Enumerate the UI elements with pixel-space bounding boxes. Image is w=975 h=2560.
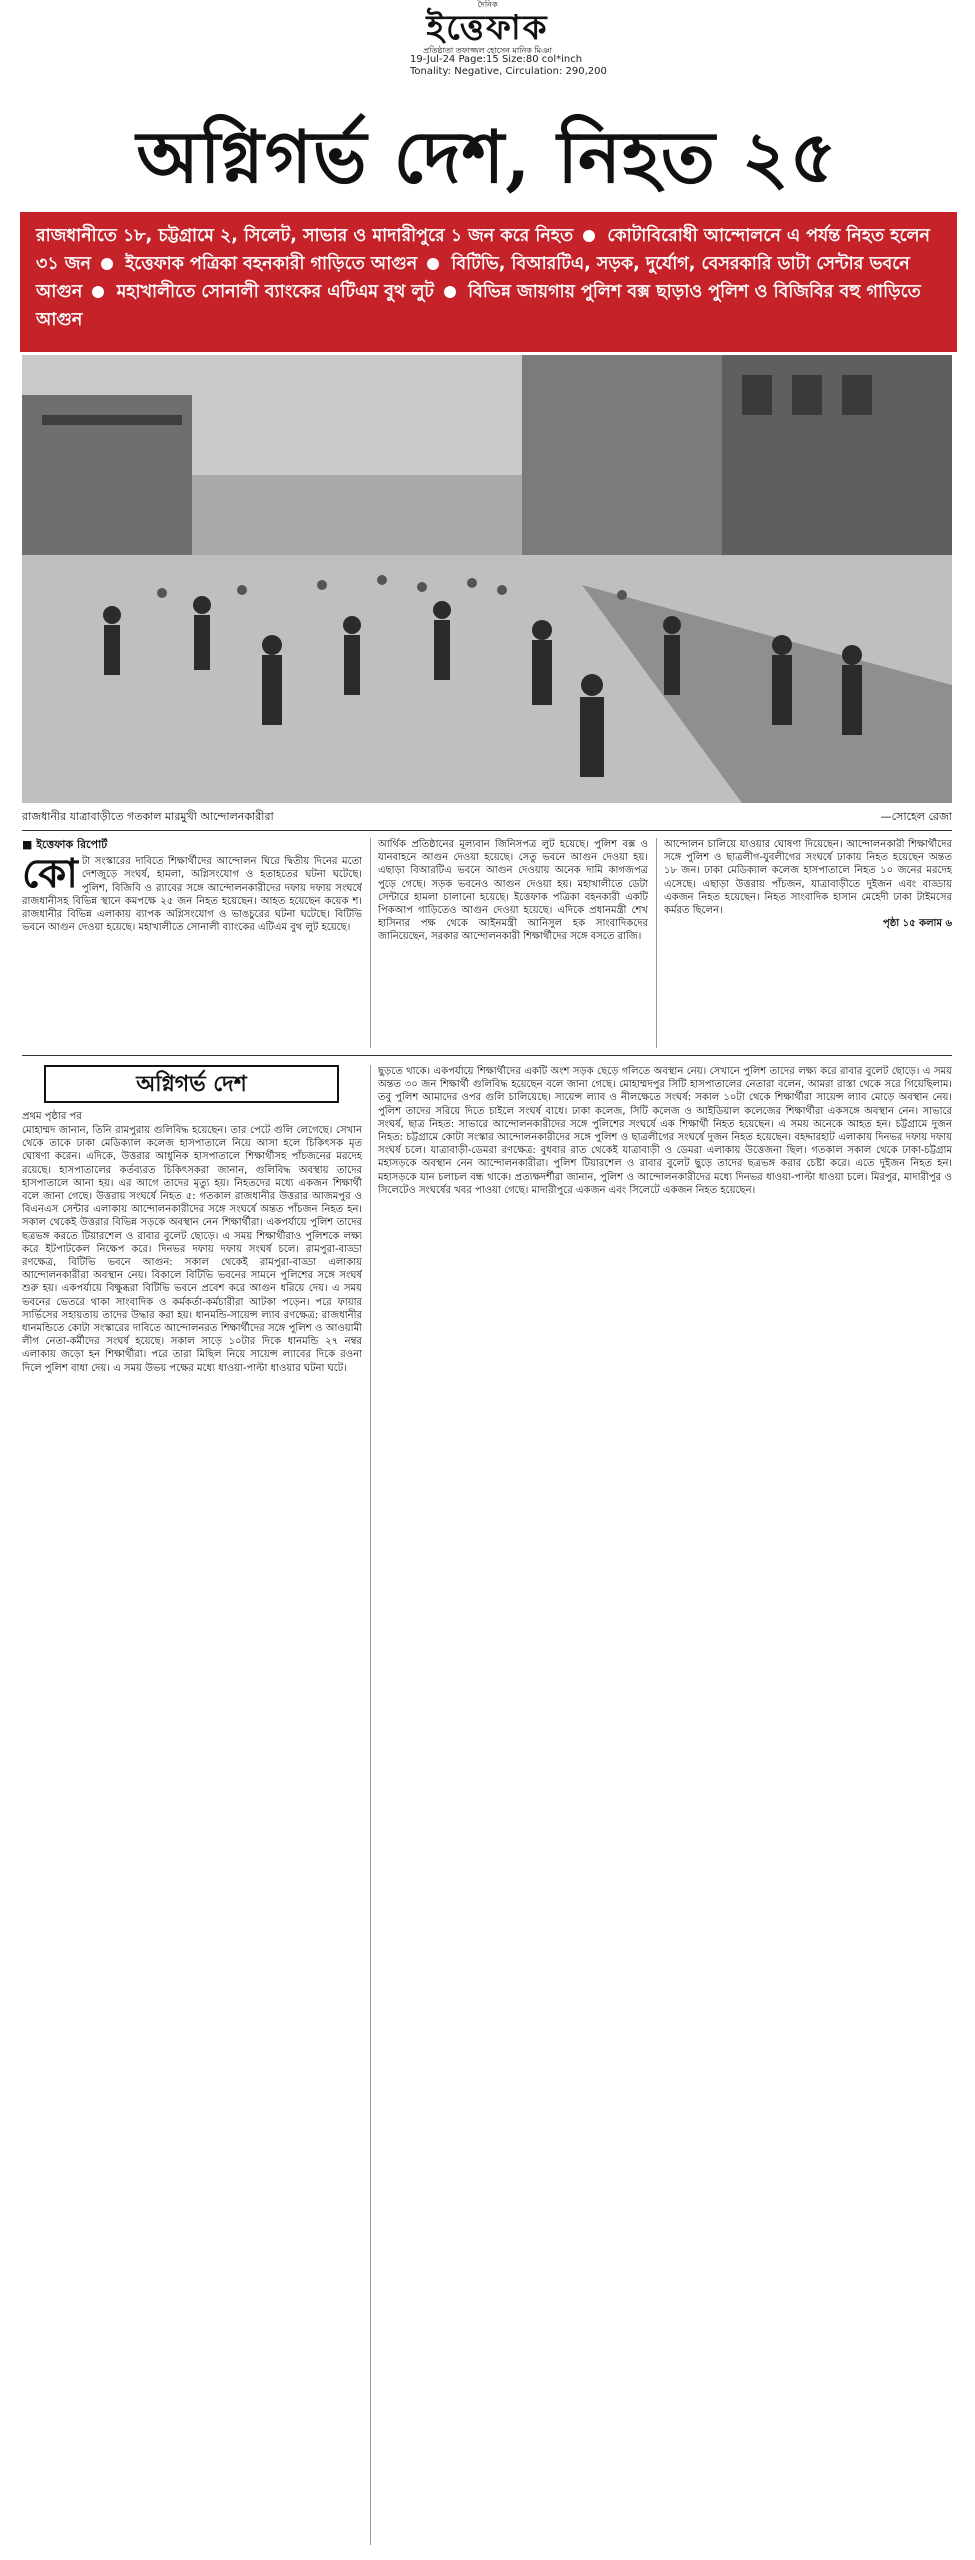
column-rule xyxy=(370,1065,371,2545)
continued-from: প্রথম পৃষ্ঠার পর xyxy=(22,1111,82,1122)
newspaper-logo: ইত্তেফাক xyxy=(426,8,549,48)
bullet-icon xyxy=(101,258,113,270)
divider xyxy=(22,1055,952,1056)
column-rule xyxy=(370,838,371,1048)
protest-street-image xyxy=(22,355,952,803)
highlight-5: মহাখালীতে সোনালী ব্যাংকের এটিএম বুথ লুট xyxy=(116,282,434,302)
clip-meta-line1: 19-Jul-24 Page:15 Size:80 col*inch xyxy=(410,54,583,65)
drop-cap: কো xyxy=(22,850,78,898)
lead-text-3: আন্দোলন চালিয়ে যাওয়ার ঘোষণা দিয়েছেন। আন্দোলনকারী শিক্ষার্থীদের সঙ্গে পুলিশ ও ছাত্রলীগ-যুবলীগের সংঘর্ষে ঢাকায় নিহত হয়েছেন অন্তত ১৮ জন। ঢাকা মেডিক্যাল কলেজ হাসপাতালে নিহত ১০ জনের মরদেহ এসেছে। এছাড়া উত্তরায় পাঁচজন, যাত্রাবাড়ীতে দুইজন এবং বাড্ডায় একজন নিহত হয়েছেন। নিহত সাংবাদিক হাসান মেহেদী ঢাকা টাইমসের কর্মরত ছিলেন। xyxy=(664,839,952,917)
continuation-text-1: মোহাম্মদ জানান, তিনি রামপুরায় গুলিবিদ্ধ হয়েছেন। তার পেটে গুলি লেগেছে। সেখান থেকে তাকে ঢাকা মেডিক্যাল কলেজ হাসপাতালে নিয়ে আসা হলে চিকিৎসক মৃত ঘোষণা করেন। এদিকে, উত্তরার আধুনিক হাসপাতালে শিক্ষার্থীসহ পাঁচজনের মরদেহ রয়েছে। হাসপাতালের কর্তব্যরত চিকিৎসকরা জানান, গুলিবিদ্ধ অবস্থায় তাদের হাসপাতালে আনা হয়। এর আগে তাদের মৃত্যু হয়। নিহতদের মধ্যে একজন শিক্ষার্থী বলে জানা গেছে। উত্তরায় সংঘর্ষে নিহত ৫: গতকাল রাজধানীর উত্তরার আজমপুর ও বিএনএস সেন্টার এলাকায় আন্দোলনকারীদের সঙ্গে সংঘর্ষে অন্তত পাঁচজন নিহত হন। সকাল থেকেই উত্তরার বিভিন্ন সড়কে অবস্থান নেন শিক্ষার্থীরা। একপর্যায়ে পুলিশ তাদের ছত্রভঙ্গ করতে টিয়ারশেল ও রাবার বুলেট ছোড়ে। এ সময় শিক্ষার্থীরাও পুলিশকে লক্ষ্য করে ইটপাটকেল নিক্ষেপ করে। দিনভর দফায় দফায় সংঘর্ষ চলে। রামপুরা-বাড্ডা রণক্ষেত্র, বিটিভি ভবনে আগুন: সকাল থেকেই রামপুরা-বাড্ডা এলাকায় আন্দোলনকারীরা অবস্থান নেয়। বিকালে বিটিভি ভবনের সামনে পুলিশের সঙ্গে সংঘর্ষ শুরু হয়। একপর্যায়ে বিক্ষুব্ধরা বিটিভি ভবনে প্রবেশ করে আগুন ধরিয়ে দেয়। এ সময় ভবনের ভেতরে থাকা সাংবাদিক ও কর্মকর্তা-কর্মচারীরা আটকা পড়েন। পরে ফায়ার সার্ভিসের সহায়তায় তাদের উদ্ধার করা হয়। ধানমন্ডি-সায়েন্স ল্যাব রণক্ষেত্র: রাজধানীর ধানমন্ডিতে কোটা সংস্কারের দাবিতে আন্দোলনরত শিক্ষার্থীদের সঙ্গে পুলিশ ও আওয়ামী লীগ নেতা-কর্মীদের সংঘর্ষ হয়েছে। সকাল সাড়ে ১০টার দিকে ধানমন্ডি ২৭ নম্বর এলাকায় জড়ো হন শিক্ষার্থীরা। পরে তারা মিছিল নিয়ে সায়েন্স ল্যাবের দিকে রওনা দিলে পুলিশ বাধা দেয়। এ সময় উভয় পক্ষের মধ্যে ধাওয়া-পাল্টা ধাওয়ার ঘটনা ঘটে। xyxy=(22,1125,362,1374)
masthead-prefix: দৈনিক xyxy=(477,0,498,9)
continuation-column-2 xyxy=(378,1065,952,2545)
divider xyxy=(22,830,952,831)
highlight-1: রাজধানীতে ১৮, চট্টগ্রামে ২, সিলেট, সাভার ও মাদারীপুরে ১ জন করে নিহত xyxy=(36,226,574,246)
main-headline: অগ্নিগর্ভ দেশ, নিহত ২৫ xyxy=(136,114,838,199)
photo-caption-row xyxy=(22,810,952,824)
highlight-4: বিটিভি, বিআরটিএ, সড়ক, দুর্যোগ, বেসরকারি ডাটা সেন্টার ভবনে আগুন xyxy=(36,254,910,302)
bullet-icon xyxy=(444,286,456,298)
highlight-6: বিভিন্ন জায়গায় পুলিশ বক্স ছাড়াও পুলিশ ও বিজিবির বহু গাড়িতে আগুন xyxy=(36,282,921,330)
lead-column-1 xyxy=(22,838,362,1050)
byline: ■ ইত্তেফাক রিপোর্ট xyxy=(22,838,108,851)
clip-meta-line2: Tonality: Negative, Circulation: 290,200 xyxy=(410,66,607,77)
photo-caption: রাজধানীর যাত্রাবাড়ীতে গতকাল মারমুখী আন্দোলনকারীরা xyxy=(22,810,274,823)
highlight-3: ইত্তেফাক পত্রিকা বহনকারী গাড়িতে আগুন xyxy=(125,254,418,274)
bullet-icon xyxy=(92,286,104,298)
highlight-2: কোটাবিরোধী আন্দোলনে এ পর্যন্ত নিহত হলেন ৩১ জন xyxy=(36,226,930,274)
lead-text-1: টা সংস্কারের দাবিতে শিক্ষার্থীদের আন্দোলন ঘিরে দ্বিতীয় দিনের মতো দেশজুড়ে সংঘর্ষ, হামলা, অগ্নিসংযোগ ও হতাহতের ঘটনা ঘটেছে। পুলিশ, বিজিবি ও র‍্যাবের সঙ্গে আন্দোলনকারীদের দফায় দফায় সংঘর্ষে রাজধানীসহ বিভিন্ন স্থানে কমপক্ষে ২৫ জন নিহত হয়েছেন। আহত হয়েছেন কয়েক শ। রাজধানীর বিভিন্ন এলাকায় ব্যাপক অগ্নিসংযোগ ও ভাঙচুরের ঘটনা ঘটেছে। বিটিভি ভবনে আগুন দেওয়া হয়েছে। মহাখালীতে সোনালী ব্যাংকের এটিএম বুথ লুট হয়েছে। xyxy=(22,856,362,934)
continuation-text-2: ছুড়তে থাকে। একপর্যায়ে শিক্ষার্থীদের একটি অংশ সড়ক ছেড়ে গলিতে অবস্থান নেয়। সেখানে পুলিশ তাদের লক্ষ্য করে রাবার বুলেট ছোড়ে। এ সময় অন্তত ৩০ জন শিক্ষার্থী গুলিবিদ্ধ হয়েছেন বলে জানা গেছে। মোহাম্মদপুর সিটি হাসপাতালের নেতারা বলেন, আমরা রাস্তা থেকে সরে গিয়েছিলাম। তবু পুলিশ আমাদের ওপর গুলি চালিয়েছে। সায়েন্স ল্যাব ও নীলক্ষেতে সংঘর্ষ: সকাল ১০টা থেকে শিক্ষার্থীরা সায়েন্স ল্যাব মোড়ে অবস্থান নেয়। পুলিশ তাদের সরিয়ে দিতে চাইলে সংঘর্ষ বাধে। ঢাকা কলেজ, সিটি কলেজ ও আইডিয়াল কলেজের শিক্ষার্থীরা একসঙ্গে অবস্থান নেন। সাভারে সংঘর্ষ, ছাত্র নিহত: সাভারে আন্দোলনকারীদের সঙ্গে পুলিশের সংঘর্ষে এক শিক্ষার্থী নিহত হয়েছেন। এ সময় অনেকে আহত হন। চট্টগ্রামে দুজন নিহত: চট্টগ্রামে কোটা সংস্কার আন্দোলনকারীদের সঙ্গে পুলিশ ও ছাত্রলীগের সংঘর্ষে দুজন নিহত হয়েছেন। বহদ্দারহাট এলাকায় দিনভর দফায় দফায় সংঘর্ষ চলে। যাত্রাবাড়ী-ডেমরা রণক্ষেত্র: বুধবার রাত থেকেই যাত্রাবাড়ী ও ডেমরা এলাকায় উত্তেজনা ছিল। গতকাল সকাল থেকে ঢাকা-চট্টগ্রাম মহাসড়কে অবস্থান নেন আন্দোলনকারীরা। পুলিশ টিয়ারশেল ও রাবার বুলেট ছুড়ে তাদের ছত্রভঙ্গ করার চেষ্টা করে। এতে দুইজন নিহত হন। মহাসড়কে যান চলাচল বন্ধ থাকে। প্রত্যক্ষদর্শীরা জানান, পুলিশ ও আন্দোলনকারীদের মধ্যে দিনভর ধাওয়া-পাল্টা ধাওয়া চলে। মিরপুর, মাদারীপুর ও সিলেটেও সংঘর্ষের খবর পাওয়া গেছে। মাদারীপুরে একজন এবং সিলেটে একজন নিহত হয়েছেন। xyxy=(378,1066,952,1196)
lead-column-3 xyxy=(664,838,952,1050)
news-photo xyxy=(22,355,952,803)
photo-credit: —সোহেল রেজা xyxy=(880,810,952,823)
lead-text-2: আর্থিক প্রতিষ্ঠানের মূল্যবান জিনিসপত্র লুট হয়েছে। পুলিশ বক্স ও যানবাহনে আগুন দেওয়া হয়েছে। সেতু ভবনে আগুন দেওয়া হয়। এছাড়া বিআরটিএ ভবনে আগুন দেওয়ায় অনেক দামি কাগজপত্র পুড়ে গেছে। সড়ক ভবনেও আগুন দেওয়া হয়। মহাখালীতে ডেটা সেন্টারে হামলা চালানো হয়েছে। ইত্তেফাক পত্রিকা বহনকারী একটি পিকআপ গাড়িতেও আগুন দেওয়া হয়েছে। এদিকে প্রধানমন্ত্রী শেখ হাসিনার পক্ষ থেকে আইনমন্ত্রী আনিসুল হক সাংবাদিকদের জানিয়েছেন, সরকার আন্দোলনকারী শিক্ষার্থীদের সঙ্গে বসতে রাজি। xyxy=(378,839,648,943)
continuation-title: অগ্নিগর্ভ দেশ xyxy=(44,1065,339,1103)
bullet-icon xyxy=(427,258,439,270)
lead-column-2 xyxy=(378,838,648,1050)
masthead-tagline: প্রতিষ্ঠাতা তফাজ্জল হোসেন মানিক মিঞা xyxy=(423,46,552,55)
continuation-column-1 xyxy=(22,1124,362,2544)
column-rule xyxy=(656,838,657,1048)
continued-on: পৃষ্ঠা ১৫ কলাম ৬ xyxy=(882,918,952,930)
highlights-box xyxy=(20,212,957,352)
clip-meta xyxy=(410,54,607,78)
bullet-icon xyxy=(583,230,595,242)
